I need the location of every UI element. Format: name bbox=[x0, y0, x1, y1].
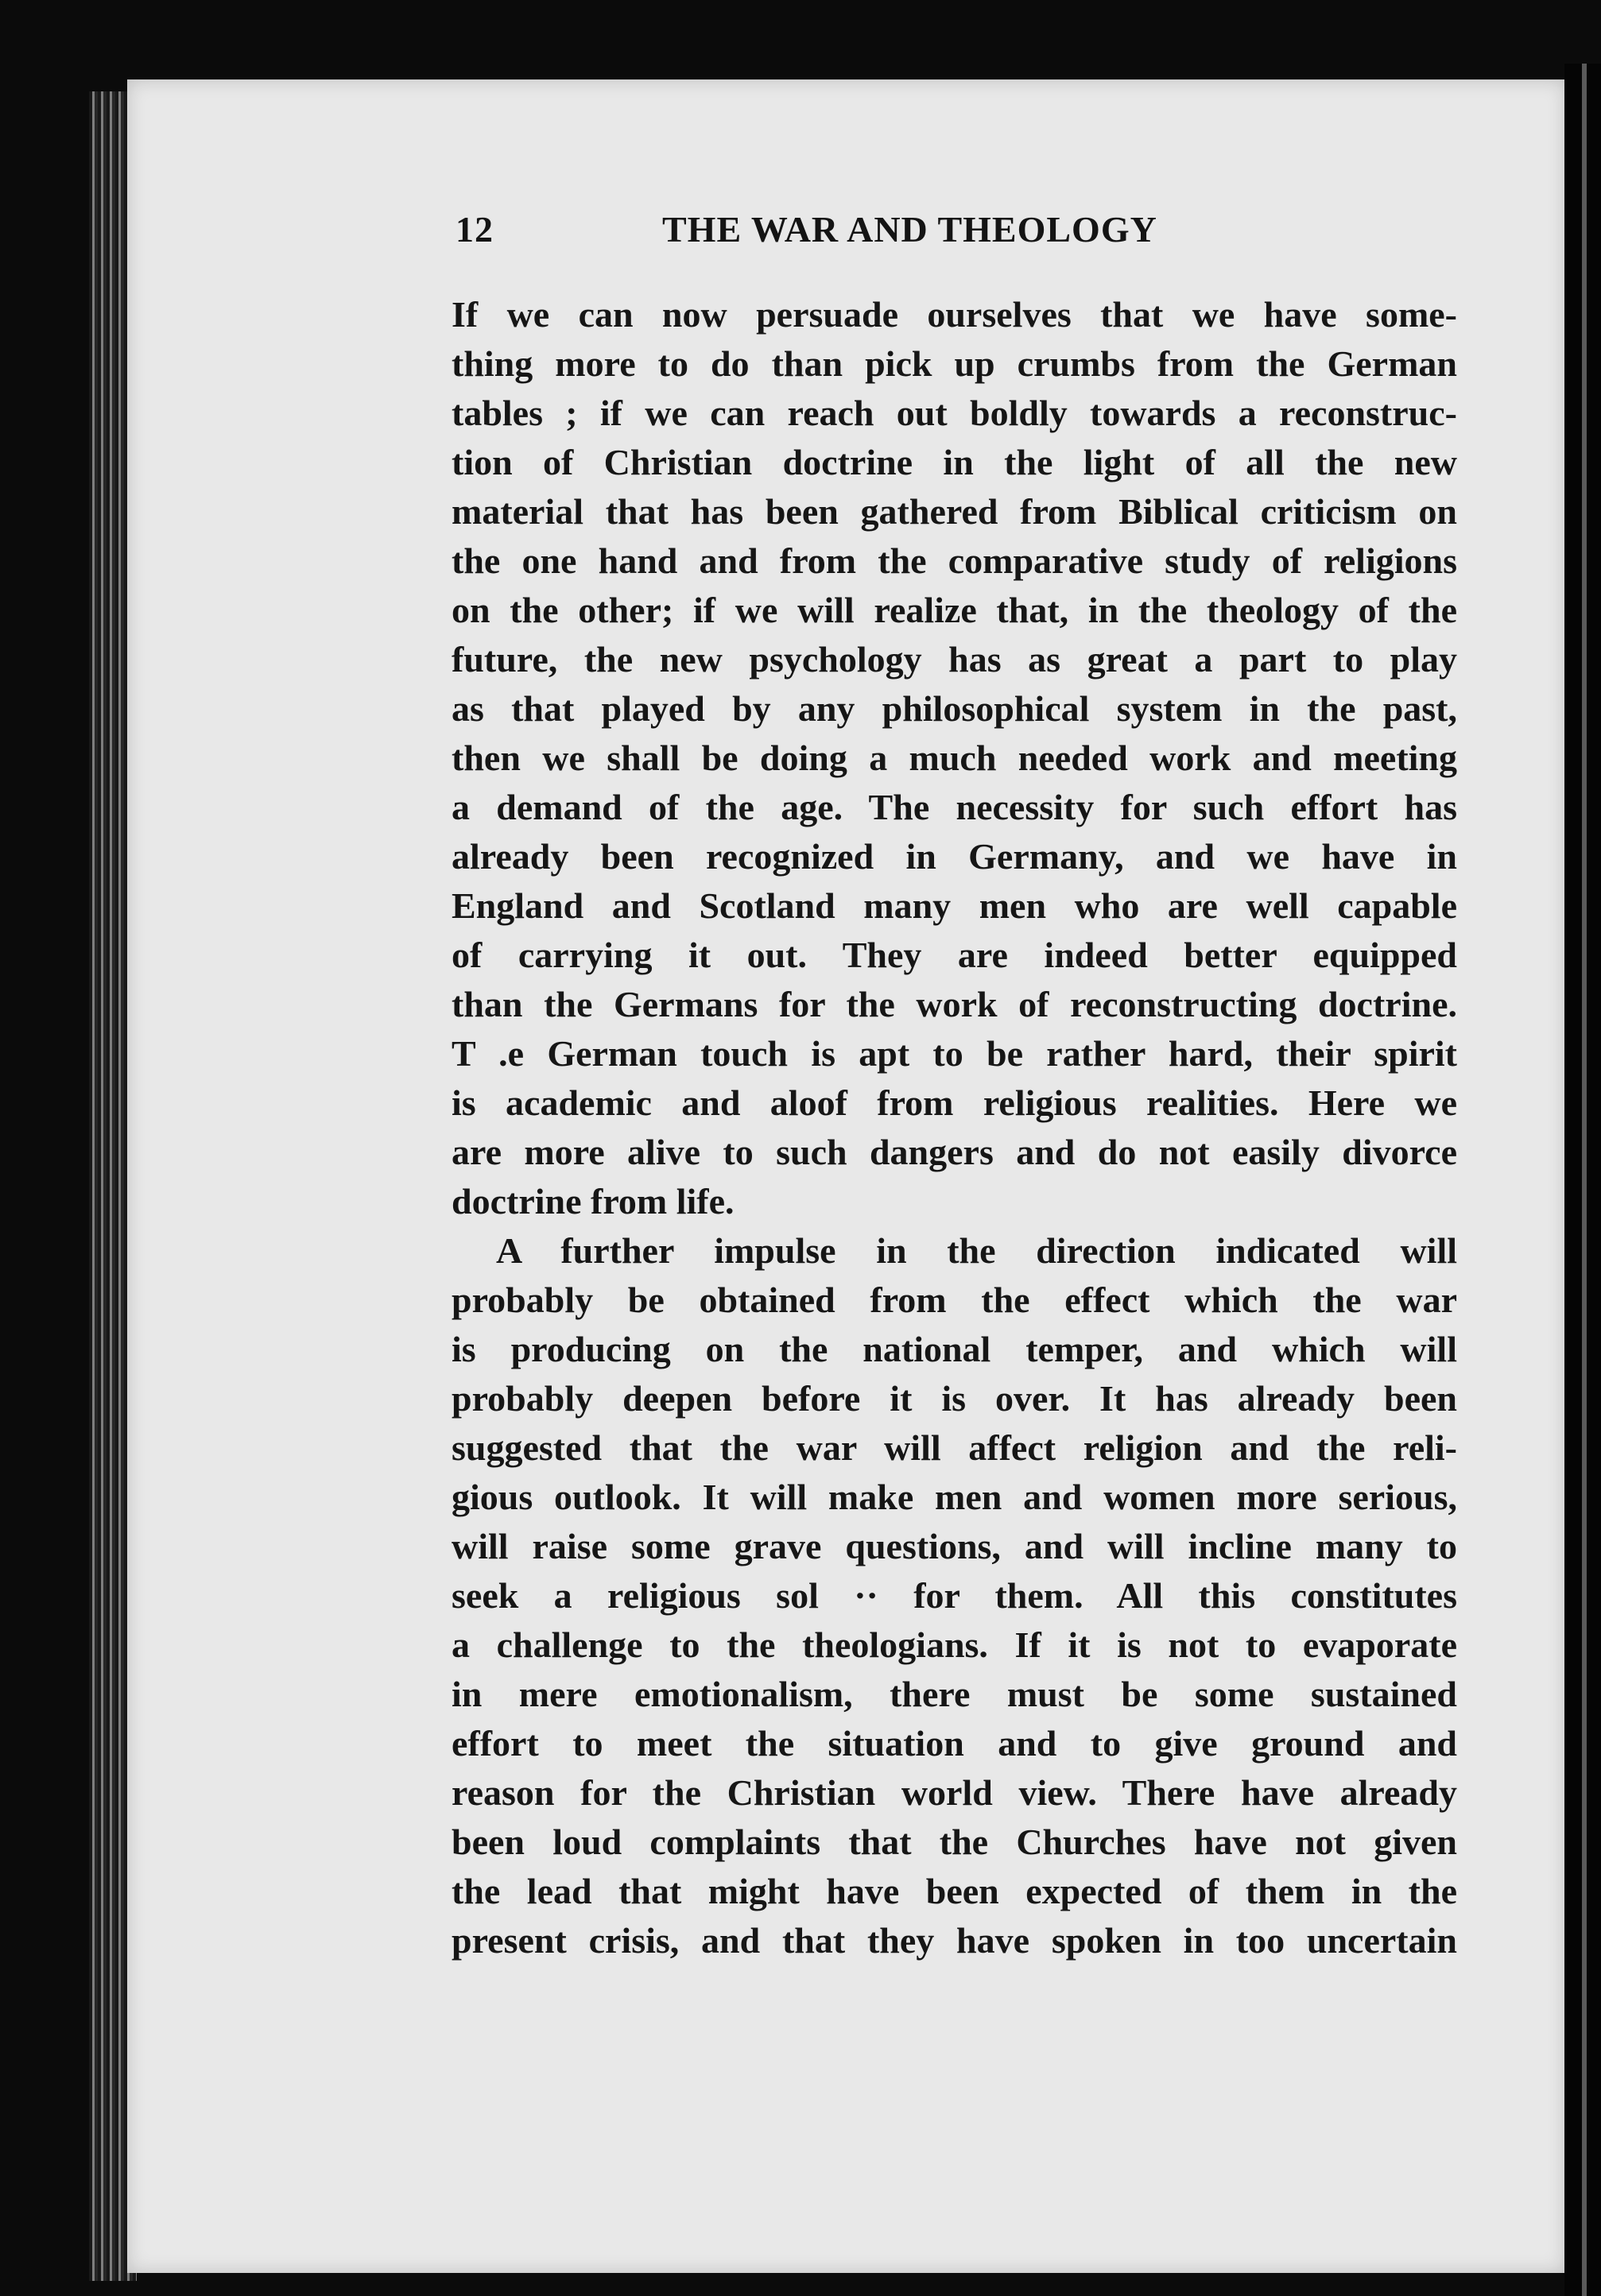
paragraph-1 bbox=[452, 290, 1457, 1226]
text-line: effort to meet the situation and to give ground and bbox=[452, 1723, 1457, 1764]
page-header bbox=[455, 208, 1456, 264]
text-line: present crisis, and that they have spoken in too uncertain bbox=[452, 1920, 1457, 1961]
text-line: reason for the Christian world view. There have already bbox=[452, 1772, 1457, 1813]
text-line: tion of Christian doctrine in the light of all the new bbox=[452, 442, 1457, 482]
text-line: then we shall be doing a much needed work and meeting bbox=[452, 738, 1457, 778]
text-line: is academic and aloof from religious realities. Here we bbox=[452, 1082, 1457, 1123]
text-line: A further impulse in the direction indicated will bbox=[496, 1230, 1457, 1271]
text-line: a demand of the age. The necessity for such effort has bbox=[452, 787, 1457, 827]
text-line: is producing on the national temper, and which will bbox=[452, 1329, 1457, 1369]
text-line: already been recognized in Germany, and we have in bbox=[452, 836, 1457, 877]
text-line: thing more to do than pick up crumbs from the German bbox=[452, 343, 1457, 384]
text-line: seek a religious sol ·· for them. All this constitutes bbox=[452, 1575, 1457, 1616]
body-text bbox=[452, 290, 1457, 1965]
text-line: than the Germans for the work of reconstructing doctrine. bbox=[452, 984, 1457, 1024]
text-line: doctrine from life. bbox=[452, 1181, 735, 1222]
page-number: 12 bbox=[455, 209, 494, 250]
text-line: gious outlook. It will make men and women more serious, bbox=[452, 1477, 1457, 1517]
text-line: on the other; if we will realize that, in the theology of the bbox=[452, 590, 1457, 630]
text-line: future, the new psychology has as great a part to play bbox=[452, 639, 1457, 680]
text-line: suggested that the war will affect religion and the reli- bbox=[452, 1427, 1457, 1468]
paragraph-2 bbox=[452, 1226, 1457, 1965]
text-line: probably deepen before it is over. It has already been bbox=[452, 1378, 1457, 1419]
text-line: of carrying it out. They are indeed better equipped bbox=[452, 935, 1457, 975]
text-line: a challenge to the theologians. If it is not to evaporate bbox=[452, 1624, 1457, 1665]
text-line: material that has been gathered from Biblical criticism on bbox=[452, 491, 1457, 532]
text-line: been loud complaints that the Churches have not given bbox=[452, 1822, 1457, 1862]
text-line: in mere emotionalism, there must be some sustained bbox=[452, 1674, 1457, 1714]
text-line: tables ; if we can reach out boldly towards a reconstruc- bbox=[452, 393, 1457, 433]
text-line: as that played by any philosophical system in the past, bbox=[452, 688, 1457, 729]
running-title: THE WAR AND THEOLOGY bbox=[662, 209, 1157, 250]
text-line: the one hand and from the comparative study of religions bbox=[452, 540, 1457, 581]
text-line: If we can now persuade ourselves that we have some- bbox=[452, 294, 1457, 335]
text-line: probably be obtained from the effect which the war bbox=[452, 1280, 1457, 1320]
text-line: will raise some grave questions, and will incline many to bbox=[452, 1526, 1457, 1566]
text-line: the lead that might have been expected of them in the bbox=[452, 1871, 1457, 1911]
text-line: England and Scotland many men who are well capable bbox=[452, 885, 1457, 926]
text-line: T .e German touch is apt to be rather hard, their spirit bbox=[452, 1033, 1457, 1074]
next-page-edge bbox=[1582, 64, 1587, 2296]
text-line: are more alive to such dangers and do not easily divorce bbox=[452, 1132, 1457, 1172]
